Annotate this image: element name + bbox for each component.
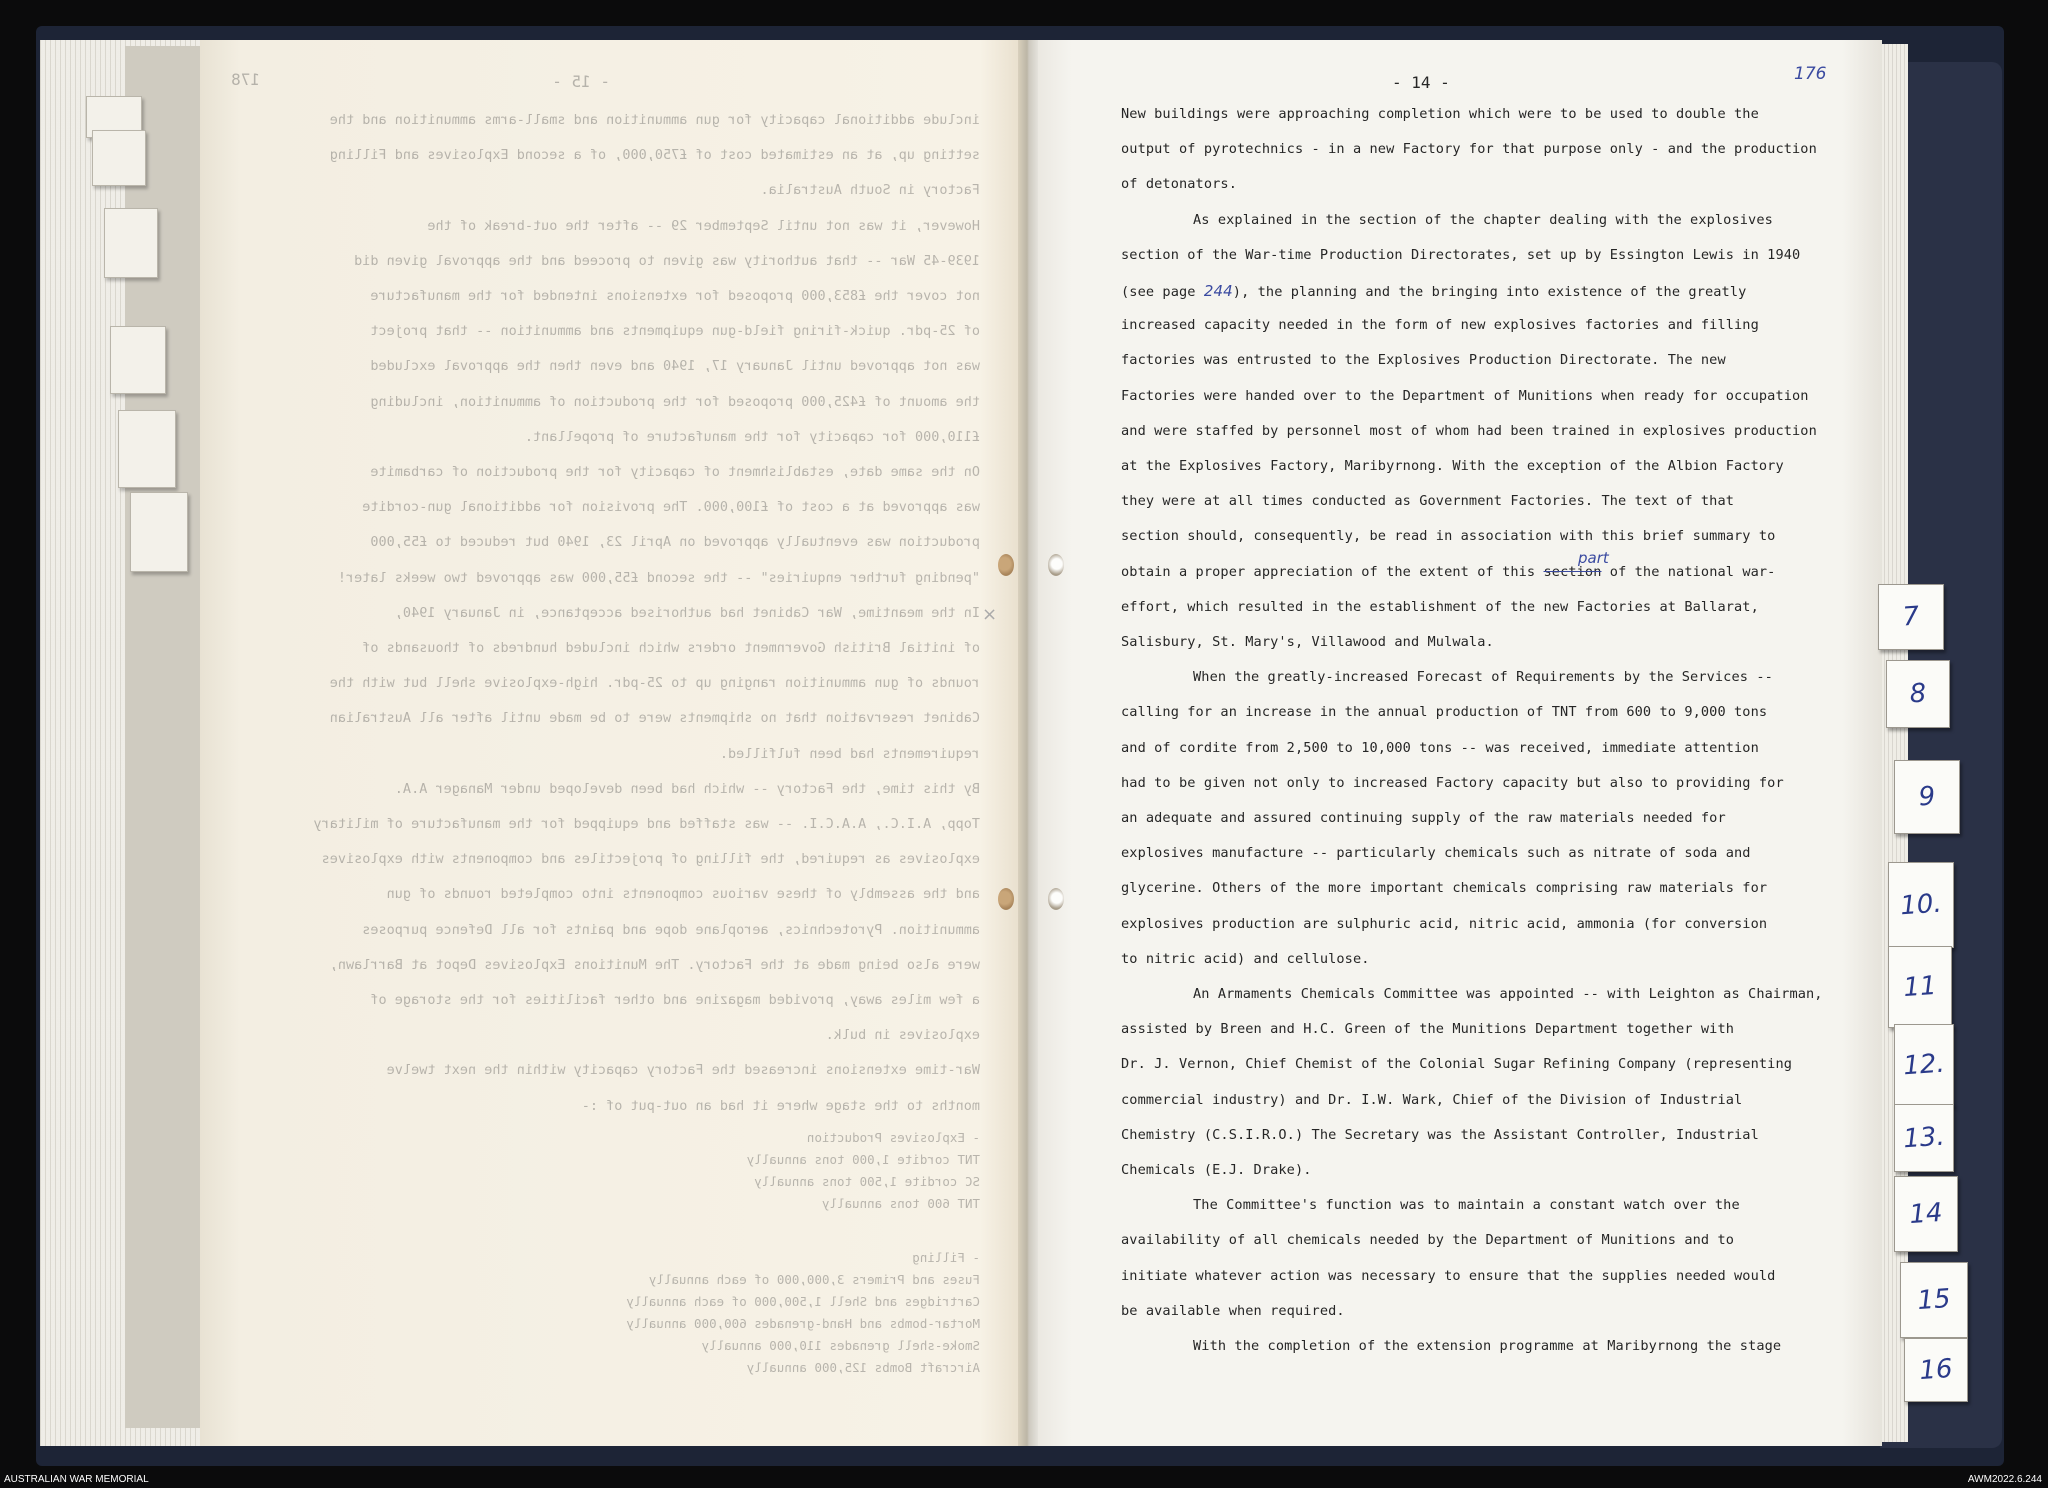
bleedthrough-line: However, it was not until September 29 -- after the out-break of the <box>427 217 980 234</box>
text-line: section should, consequently, be read in association with this brief summary to <box>1121 528 1776 545</box>
footer-accession-number: AWM2022.6.244 <box>1967 1474 2042 1485</box>
text-line: explosives production are sulphuric acid, nitric acid, ammonia (for conversion <box>1121 915 1768 932</box>
text-line: output of pyrotechnics - in a new Factory for that purpose only - and the production <box>1121 141 1817 158</box>
text-line: and were staffed by personnel most of whom had been trained in explosives production <box>1121 422 1817 439</box>
index-tab-label: 16 <box>1918 1353 1954 1387</box>
index-tab-label: 8 <box>1908 678 1928 710</box>
handwritten-insertion: part <box>1578 548 1609 567</box>
index-tab-6[interactable] <box>1894 1024 1954 1106</box>
bleedthrough-line: not cover the £853,000 proposed for extensions intended for the manufacture <box>370 288 980 304</box>
text-line: Chemistry (C.S.I.R.O.) The Secretary was the Assistant Controller, Industrial <box>1121 1126 1759 1143</box>
bleedthrough-line: Factory in South Australia. <box>760 182 980 199</box>
index-tab-7[interactable] <box>1894 1104 1954 1172</box>
bleedthrough-line: Topp, A.I.C., A.A.C.I. -- was staffed and equipped for the manufacture of military <box>313 816 980 832</box>
text-fragment: of the national war- <box>1601 563 1776 580</box>
index-tab-1[interactable] <box>1878 584 1944 650</box>
index-tab-5[interactable] <box>1888 946 1952 1028</box>
left-index-tab[interactable] <box>130 492 188 572</box>
text-fragment: obtain a proper appreciation of the extent of this <box>1121 563 1544 580</box>
bleedthrough-line: the amount of £425,000 proposed for the production of ammunition, including <box>370 393 980 410</box>
text-line: As explained in the section of the chapter dealing with the explosives <box>1193 211 1773 228</box>
index-tab-label: 7 <box>1901 601 1921 633</box>
text-line: glycerine. Others of the more important chemicals comprising raw materials for <box>1121 880 1768 897</box>
text-line: they were at all times conducted as Government Factories. The text of that <box>1121 493 1735 510</box>
bleedthrough-line: 1939-45 War -- that authority was given to proceed and the approval given did <box>354 252 980 269</box>
text-fragment: (see page <box>1121 284 1204 300</box>
index-tab-8[interactable] <box>1894 1176 1958 1252</box>
left-page <box>200 40 1028 1446</box>
footer-institution: AUSTRALIAN WAR MEMORIAL <box>4 1474 149 1485</box>
bleedthrough-line: and the assembly of these various components into completed rounds of gun <box>386 886 980 903</box>
text-line: be available when required. <box>1121 1302 1345 1319</box>
text-fragment: ), the planning and the bringing into existence of the greatly <box>1232 284 1747 300</box>
bleedthrough-line: TNT cordite 1,000 tons annually <box>746 1152 980 1167</box>
text-line-page-reference <box>1121 282 1746 300</box>
bleedthrough-line: - Explosives Production <box>806 1130 980 1145</box>
left-page-folio: 178 <box>231 70 260 89</box>
text-line: explosives manufacture -- particularly chemicals such as nitrate of soda and <box>1121 845 1751 862</box>
binding-hole <box>1048 888 1064 910</box>
bleedthrough-line: were also being made at the Factory. The Munitions Explosives Depot at Barrlawn, <box>329 956 980 973</box>
text-line: section of the War-time Production Directorates, set up by Essington Lewis in 1940 <box>1121 246 1801 263</box>
left-index-tab[interactable] <box>118 410 176 488</box>
bleedthrough-line: explosives in bulk. <box>825 1027 980 1044</box>
binding-hole <box>998 554 1014 576</box>
bleedthrough-line: requirements had been fulfilled. <box>719 745 980 762</box>
left-index-tab[interactable] <box>110 326 166 394</box>
index-tab-2[interactable] <box>1886 660 1950 728</box>
text-line: had to be given not only to increased Factory capacity but also to providing for <box>1121 774 1784 791</box>
index-tab-label: 15 <box>1916 1283 1952 1317</box>
bleedthrough-line: Smoke-shell grenades 110,000 annually <box>701 1338 980 1353</box>
bleedthrough-line: setting up, at an estimated cost of £750,000, of a second Explosives and Filling <box>329 147 980 164</box>
index-tab-9[interactable] <box>1900 1262 1968 1338</box>
bleedthrough-line: rounds of gun ammunition ranging up to 25-pdr. high-explosive shell but with the <box>329 675 980 692</box>
bleedthrough-line: production was eventually approved on April 23, 1940 but reduced to £55,000 <box>370 534 980 551</box>
text-line: An Armaments Chemicals Committee was appointed -- with Leighton as Chairman, <box>1193 986 1823 1002</box>
text-line: of detonators. <box>1121 176 1237 193</box>
bleedthrough-line: a few miles away, provided magazine and other facilities for the storage of <box>370 992 980 1008</box>
bleedthrough-line: Fuses and Primers 3,000,000 of each annually <box>648 1272 980 1287</box>
bleedthrough-line: On the same date, establishment of capacity for the production of carbamite <box>370 464 980 480</box>
book-gutter <box>1018 40 1038 1446</box>
bleedthrough-line: ammunition. Pyrotechnics, aeroplane dope and paints for all Defence purposes <box>362 921 980 938</box>
bleedthrough-line: In the meantime, War Cabinet had authorised acceptance, in January 1940, <box>394 604 980 621</box>
bleedthrough-line: of 25-pdr. quick-firing field-gun equipments and ammunition -- that project <box>370 323 980 340</box>
index-tab-10[interactable] <box>1904 1338 1968 1402</box>
bleedthrough-line: "pending further enquiries" -- the second £55,000 was approved two weeks later! <box>337 569 980 586</box>
text-line: effort, which resulted in the establishment of the new Factories at Ballarat, <box>1121 598 1759 615</box>
text-line-with-correction <box>1121 564 1775 580</box>
bleedthrough-line: Cartridges and Shell 1,500,000 of each annually <box>626 1294 980 1309</box>
text-line: With the completion of the extension programme at Maribyrnong the stage <box>1193 1338 1782 1354</box>
text-line: Factories were handed over to the Department of Munitions when ready for occupation <box>1121 387 1809 404</box>
index-tab-4[interactable] <box>1888 862 1954 948</box>
text-line: commercial industry) and Dr. I.W. Wark, Chief of the Division of Industrial <box>1121 1091 1743 1108</box>
bleedthrough-line: was not approved until January 17, 1940 and even then the approval excluded <box>370 358 980 375</box>
text-line: availability of all chemicals needed by the Department of Munitions and to <box>1121 1232 1735 1249</box>
bleedthrough-line: £110,000 for capacity for the manufacture of propellant. <box>524 428 980 445</box>
bleedthrough-line: TNT 600 tons annually <box>821 1196 980 1211</box>
bleedthrough-line: months to the stage where it had an out-put of :- <box>581 1097 980 1114</box>
text-line: initiate whatever action was necessary to ensure that the supplies needed would <box>1121 1267 1776 1284</box>
bleedthrough-line: By this time, the Factory -- which had been developed under Manager A.A. <box>394 780 980 797</box>
bleedthrough-line: was approved at a cost of £100,000. The provision for additional gun-cordite <box>362 499 980 516</box>
pencil-mark: × <box>982 604 998 625</box>
text-line: The Committee's function was to maintain a constant watch over the <box>1193 1197 1740 1214</box>
binding-hole <box>1048 554 1064 576</box>
index-tab-label: 10. <box>1899 888 1943 922</box>
text-line: Dr. J. Vernon, Chief Chemist of the Colonial Sugar Refining Company (representing <box>1121 1056 1793 1073</box>
bleedthrough-line: Mortar-bombs and Hand-grenades 600,000 annually <box>626 1316 980 1331</box>
index-tab-label: 9 <box>1917 781 1937 813</box>
text-line: New buildings were approaching completion which were to be used to double the <box>1121 106 1759 122</box>
text-line: Salisbury, St. Mary's, Villawood and Mulwala. <box>1121 634 1494 650</box>
bleedthrough-line: War-time extensions increased the Factory capacity within the next twelve <box>386 1062 980 1079</box>
left-page-number: - 15 - <box>552 72 610 91</box>
text-line: and of cordite from 2,500 to 10,000 tons -- was received, immediate attention <box>1121 739 1759 756</box>
text-line: increased capacity needed in the form of new explosives factories and filling <box>1121 317 1759 334</box>
bleedthrough-line: Cabinet reservation that no shipments were to be made until after all Australian <box>329 710 980 727</box>
binding-hole <box>998 888 1014 910</box>
index-tab-label: 14 <box>1908 1197 1944 1231</box>
page-number: - 14 - <box>1392 73 1450 92</box>
bleedthrough-line: Aircraft Bombs 125,000 annually <box>746 1360 980 1375</box>
text-line: calling for an increase in the annual production of TNT from 600 to 9,000 tons <box>1121 704 1768 721</box>
text-line: assisted by Breen and H.C. Green of the Munitions Department together with <box>1121 1021 1735 1038</box>
text-line: Chemicals (E.J. Drake). <box>1121 1162 1312 1178</box>
handwritten-folio-number: 176 <box>1794 64 1827 84</box>
text-line: factories was entrusted to the Explosives Production Directorate. The new <box>1121 352 1726 369</box>
left-index-tab[interactable] <box>92 130 146 186</box>
bleedthrough-line: SC cordite 1,500 tons annually <box>754 1174 980 1189</box>
bleedthrough-line: include additional capacity for gun ammunition and small-arms ammunition and the <box>329 112 980 128</box>
bleedthrough-line: of initial British Government orders which included hundreds of thousands of <box>362 640 980 656</box>
index-tab-label: 12. <box>1902 1048 1946 1082</box>
index-tab-label: 11 <box>1902 970 1938 1004</box>
text-line: an adequate and assured continuing supply of the raw materials needed for <box>1121 810 1726 826</box>
text-line: at the Explosives Factory, Maribyrnong. With the exception of the Albion Factory <box>1121 458 1784 474</box>
text-line: to nitric acid) and cellulose. <box>1121 950 1370 967</box>
index-tab-3[interactable] <box>1894 760 1960 834</box>
bleedthrough-line: explosives as required, the filling of projectiles and components with explosives <box>321 851 980 868</box>
left-index-tab[interactable] <box>104 208 158 278</box>
bleedthrough-line: - Filling <box>912 1250 980 1265</box>
text-line: When the greatly-increased Forecast of Requirements by the Services -- <box>1193 669 1773 686</box>
struck-word: section <box>1543 563 1602 580</box>
index-tab-label: 13. <box>1902 1121 1946 1155</box>
handwritten-page-number: 244 <box>1203 282 1233 300</box>
